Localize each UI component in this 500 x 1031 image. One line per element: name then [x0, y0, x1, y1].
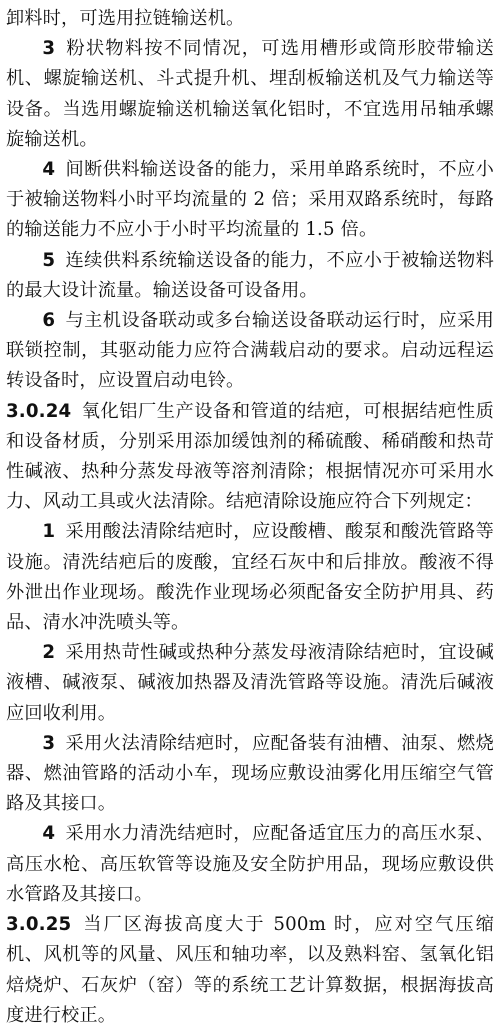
item-number: 3 — [42, 732, 56, 754]
list-item — [6, 729, 494, 820]
clause-number: 3.0.25 — [6, 914, 72, 936]
item-number: 5 — [42, 249, 56, 271]
list-item — [6, 638, 494, 729]
list-item — [6, 246, 494, 306]
item-number: 4 — [42, 823, 56, 845]
item-number: 2 — [42, 642, 56, 664]
document-page — [6, 4, 494, 1026]
list-item — [6, 517, 494, 638]
item-text: 粉状物料按不同情况，可选用槽形或筒形胶带输送机、螺旋输送机、斗式提升机、埋刮板输送机及气力输送等设备。当选用螺旋输送机输送氧化铝时，不宜选用吊轴承螺旋输送机。 — [6, 38, 494, 150]
item-number: 1 — [42, 521, 56, 543]
item-text: 采用热苛性碱或热种分蒸发母液清除结疤时，宜设碱液槽、碱液泵、碱液加热器及清洗管路等设施。清洗后碱液应回收利用。 — [6, 642, 494, 724]
item-text: 间断供料输送设备的能力，采用单路系统时，不应小于被输送物料小时平均流量的 2 倍；采用双路系统时，每路的输送能力不应小于小时平均流量的 1.5 倍。 — [6, 159, 494, 241]
list-item — [6, 306, 494, 397]
item-number: 4 — [42, 159, 56, 181]
clause-text: 氧化铝厂生产设备和管道的结疤，可根据结疤性质和设备材质，分别采用添加缓蚀剂的稀硫酸、稀硝酸和热苛性碱液、热种分蒸发母液等溶剂清除；根据情况亦可采用水力、风动工具或火法清除。结疤清除设施应符合下列规定： — [6, 400, 494, 513]
clause-paragraph — [6, 397, 494, 518]
item-text: 与主机设备联动或多台输送设备联动运行时，应采用联锁控制，其驱动能力应符合满载启动的要求。启动远程运转设备时，应设置启动电铃。 — [6, 310, 494, 392]
list-item — [6, 819, 494, 910]
paragraph-continuation — [6, 4, 494, 34]
clause-paragraph — [6, 910, 494, 1031]
list-item — [6, 34, 494, 155]
item-text: 采用水力清洗结疤时，应配备适宜压力的高压水泵、高压水枪、高压软管等设施及安全防护用品，现场应敷设供水管路及其接口。 — [6, 823, 494, 905]
item-number: 3 — [42, 38, 56, 60]
item-text: 采用火法清除结疤时，应配备装有油槽、油泵、燃烧器、燃油管路的活动小车，现场应敷设油雾化用压缩空气管路及其接口。 — [6, 732, 494, 815]
clause-number: 3.0.24 — [6, 400, 72, 422]
item-text: 连续供料系统输送设备的能力，不应小于被输送物料的最大设计流量。输送设备可设备用。 — [6, 249, 494, 301]
item-text: 采用酸法清除结疤时，应设酸槽、酸泵和酸洗管路等设施。清洗结疤后的废酸，宜经石灰中和后排放。酸液不得外泄出作业现场。酸洗作业现场必须配备安全防护用具、药品、清水冲洗喷头等。 — [6, 521, 494, 634]
paragraph-text: 卸料时，可选用拉链输送机。 — [6, 8, 245, 29]
clause-text: 当厂区海拔高度大于 500m 时，应对空气压缩机、风机等的风量、风压和轴功率，以及熟料窑、氢氧化铝焙烧炉、石灰炉（窑）等的系统工艺计算数据，根据海拔高度进行校正。 — [6, 914, 494, 1026]
list-item — [6, 155, 494, 246]
item-number: 6 — [42, 310, 56, 332]
